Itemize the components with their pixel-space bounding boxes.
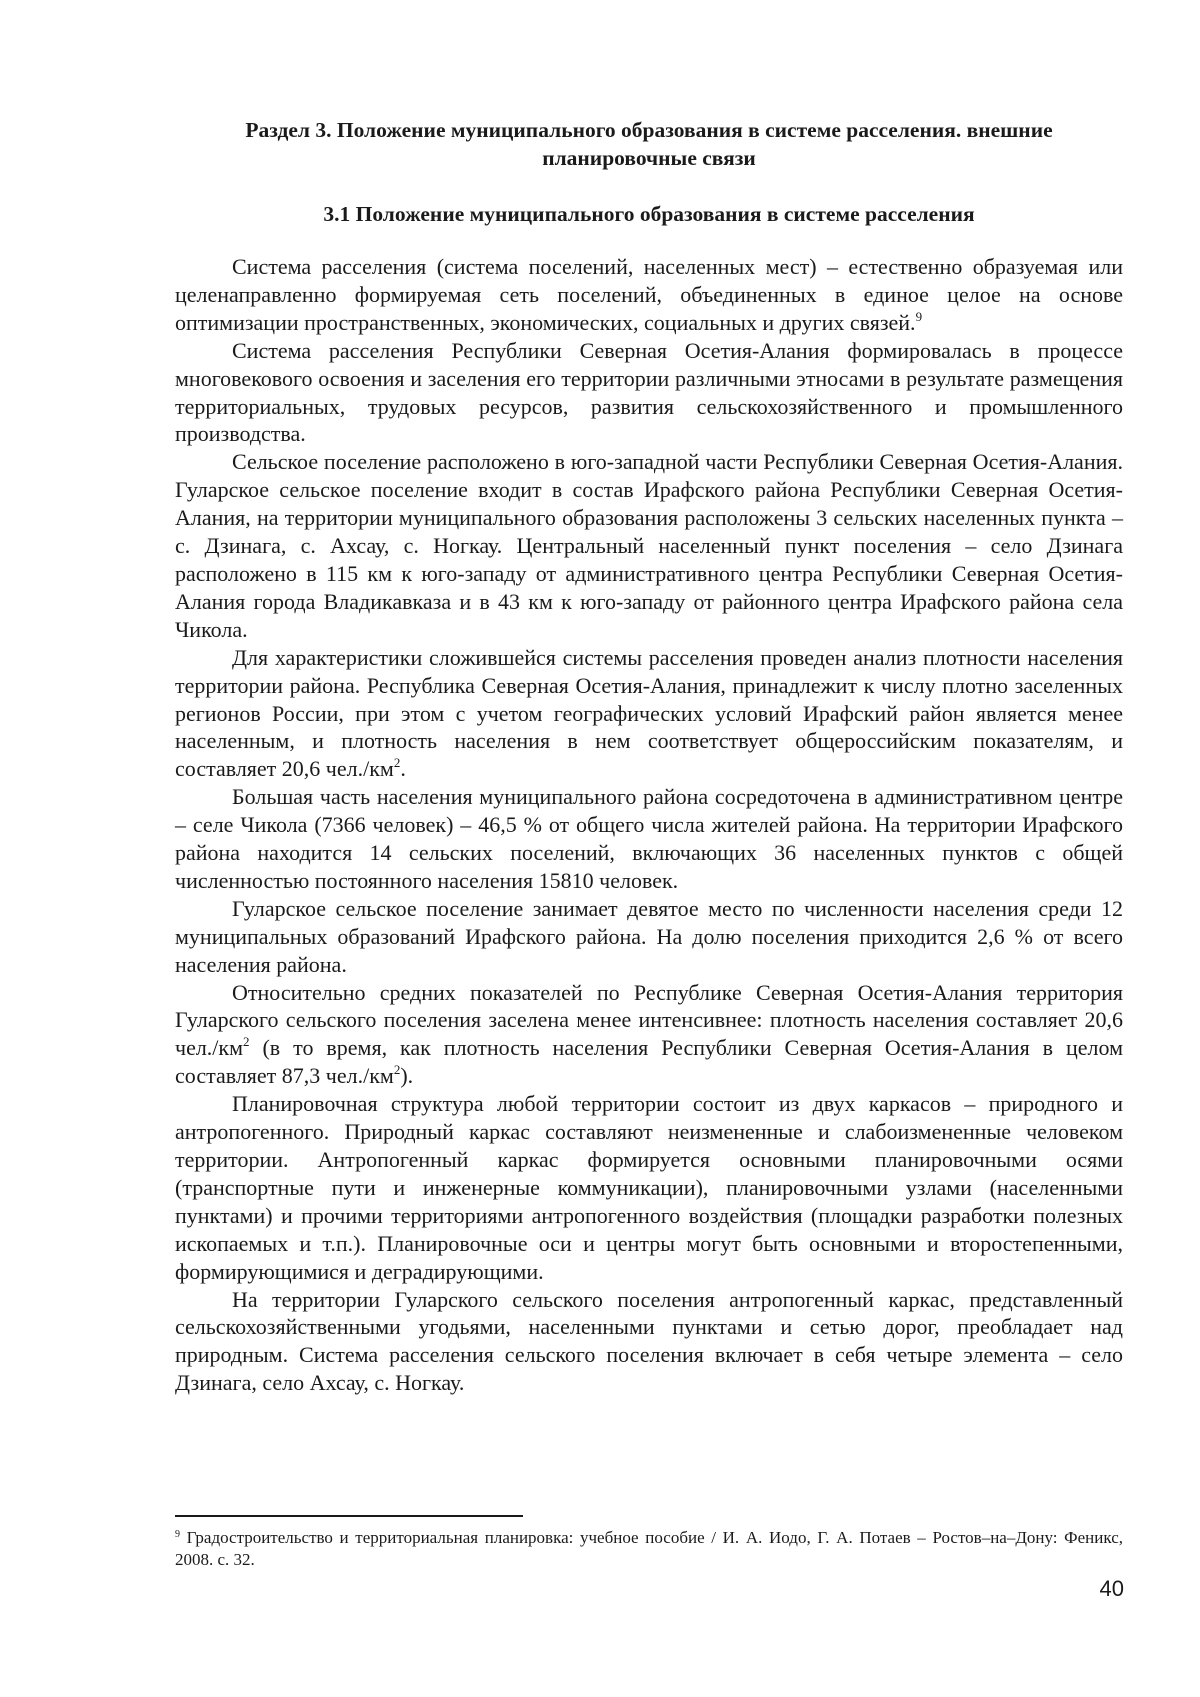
subsection-heading: 3.1 Положение муниципального образования в системе расселения bbox=[323, 202, 975, 226]
footnote bbox=[175, 1527, 1123, 1571]
paragraph-7-part-b: (в то время, как плотность населения Республики Северная Осетия-Алания в целом составляет 87,3 чел./км bbox=[175, 1035, 1123, 1089]
paragraph-9: На территории Гуларского сельского поселения антропогенный каркас, представленный сельскохозяйственными угодьями, населенными пунктами и сетью дорог, преобладает над природным. Система расселения сельского поселения включает в себя четыре элемента – село Дзинага, село Ахсау, с. Ногкау. bbox=[175, 1286, 1123, 1396]
paragraph-7-part-a: Относительно средних показателей по Республике Северная Осетия-Алания территория Гуларского сельского поселения заселена менее интенсивнее: плотность населения составляет 20,6 чел./км bbox=[175, 979, 1123, 1061]
footnote-number: 9 bbox=[175, 1529, 180, 1540]
paragraph-4 bbox=[175, 644, 1123, 784]
paragraph-7-part-c: ). bbox=[400, 1063, 414, 1089]
body-text bbox=[175, 253, 1123, 1397]
section-heading: Раздел 3. Положение муниципального образования в системе расселения. внешние планировочные связи bbox=[245, 118, 1053, 170]
footnote-text: Градостроительство и территориальная планировка: учебное пособие / И. А. Иодо, Г. А. Потаев – Ростов–на–Дону: Феникс, 2008. с. 32. bbox=[175, 1528, 1123, 1569]
footnote-separator bbox=[175, 1515, 523, 1517]
footnote-reference: 9 bbox=[915, 308, 923, 324]
paragraph-7 bbox=[175, 979, 1123, 1091]
superscript: 2 bbox=[243, 1034, 250, 1050]
paragraph-8: Планировочная структура любой территории состоит из двух каркасов – природного и антропогенного. Природный каркас составляют неизмененные и слабоизмененные человеком территории. Антропогенный каркас формируется основными планировочными осями (транспортные пути и инженерные коммуникации), планировочными узлами (населенными пунктами) и прочими территориями антропогенного воздействия (площадки разработки полезных ископаемых и т.п.). Планировочные оси и центры могут быть основными и второстепенными, формирующимися и деградирующими. bbox=[175, 1091, 1123, 1284]
paragraph-5: Большая часть населения муниципального района сосредоточена в административном центре – селе Чикола (7366 человек) – 46,5 % от общего числа жителей района. На территории Ирафского района находится 14 сельских поселений, включающих 36 населенных пунктов с общей численностью постоянного населения 15810 человек. bbox=[175, 784, 1123, 893]
paragraph-1-text: Система расселения (система поселений, населенных мест) – естественно образуемая или целенаправленно формируемая сеть поселений, объединенных в единое целое на основе оптимизации пространственных, экономических, социальных и других связей. bbox=[175, 254, 1123, 335]
page-number: 40 bbox=[1099, 1576, 1124, 1601]
paragraph-4-end: . bbox=[400, 756, 406, 782]
superscript: 2 bbox=[393, 755, 401, 771]
superscript: 2 bbox=[393, 1062, 401, 1078]
paragraph-4-text: Для характеристики сложившейся системы расселения проведен анализ плотности населения территории района. Республика Северная Осетия-Алания, принадлежит к числу плотно заселенных регионов России, при этом с учетом географических условий Ирафский район является менее населенным, и плотность населения в нем соответствует общероссийским показателям, и составляет 20,6 чел./км bbox=[175, 644, 1123, 782]
paragraph-6: Гуларское сельское поселение занимает девятое место по численности населения среди 12 муниципальных образований Ирафского района. На долю поселения приходится 2,6 % от всего населения района. bbox=[175, 895, 1123, 977]
paragraph-2: Система расселения Республики Северная Осетия-Алания формировалась в процессе многовекового освоения и заселения его территории различными этносами в результате размещения территориальных, трудовых ресурсов, развития сельскохозяйственного и промышленного производства. bbox=[175, 337, 1123, 447]
paragraph-3: Сельское поселение расположено в юго-западной части Республики Северная Осетия-Алания. Гуларское сельское поселение входит в состав Ирафского района Республики Северная Осетия-Алания, на территории муниципального образования расположены 3 сельских населенных пункта – с. Дзинага, с. Ахсау, с. Ногкау. Центральный населенный пункт поселения – село Дзинага расположено в 115 км к юго-западу от административного центра Республики Северная Осетия-Алания города Владикавказа и в 43 км к юго-западу от районного центра Ирафского района села Чикола. bbox=[175, 449, 1123, 642]
paragraph-1 bbox=[175, 253, 1123, 337]
